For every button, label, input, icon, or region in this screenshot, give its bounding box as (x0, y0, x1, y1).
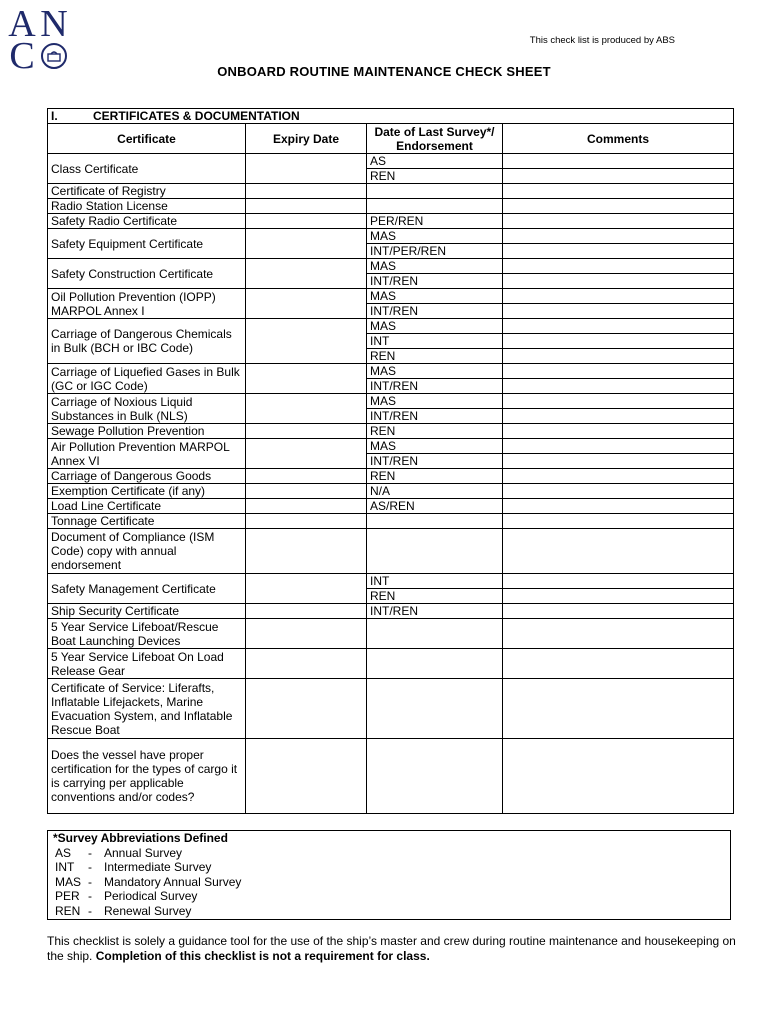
certificate-name: Safety Equipment Certificate (48, 229, 246, 259)
last-survey-cell[interactable] (367, 649, 503, 679)
certificate-name: Carriage of Liquefied Gases in Bulk (GC or IGC Code) (48, 364, 246, 394)
certificate-name: Carriage of Dangerous Goods (48, 469, 246, 484)
comments-cell[interactable] (503, 439, 734, 454)
table-row (48, 394, 734, 409)
expiry-date-cell[interactable] (246, 514, 367, 529)
last-survey-cell[interactable]: INT/PER/REN (367, 244, 503, 259)
last-survey-cell[interactable]: INT/REN (367, 274, 503, 289)
last-survey-cell[interactable]: PER/REN (367, 214, 503, 229)
col-last-survey (367, 124, 503, 154)
certificate-name: Oil Pollution Prevention (IOPP) MARPOL Annex I (48, 289, 246, 319)
last-survey-cell[interactable]: MAS (367, 259, 503, 274)
comments-cell[interactable] (503, 649, 734, 679)
abbreviation-item (53, 875, 725, 890)
abbreviation-code: INT (55, 860, 75, 875)
expiry-date-cell[interactable] (246, 484, 367, 499)
comments-cell[interactable] (503, 394, 734, 409)
col-last-survey-line1: Date of Last Survey*/ (374, 124, 495, 139)
comments-cell[interactable] (503, 619, 734, 649)
abbreviation-dash: - (88, 874, 92, 889)
last-survey-cell[interactable]: MAS (367, 394, 503, 409)
expiry-date-cell[interactable] (246, 259, 367, 289)
last-survey-cell[interactable]: INT/REN (367, 304, 503, 319)
expiry-date-cell[interactable] (246, 319, 367, 364)
comments-cell[interactable] (503, 499, 734, 514)
certificate-name: Load Line Certificate (48, 499, 246, 514)
comments-cell[interactable] (503, 589, 734, 604)
last-survey-cell[interactable]: MAS (367, 289, 503, 304)
table-row (48, 679, 734, 739)
comments-cell[interactable] (503, 304, 734, 319)
abbreviation-dash: - (88, 889, 92, 904)
table-row (48, 184, 734, 199)
abbreviation-code: MAS (55, 874, 82, 889)
comments-cell[interactable] (503, 514, 734, 529)
expiry-date-cell[interactable] (246, 604, 367, 619)
table-row (48, 604, 734, 619)
certificate-name: Certificate of Service: Liferafts, Inflatable Lifejackets, Marine Evacuation System, and Inflatable Rescue Boat (48, 679, 246, 739)
comments-cell[interactable] (503, 214, 734, 229)
certificate-name: Does the vessel have proper certification for the types of cargo it is carrying per applicable conventions and/or codes? (48, 739, 246, 814)
abbreviation-dash: - (88, 903, 92, 918)
expiry-date-cell[interactable] (246, 229, 367, 259)
comments-cell[interactable] (503, 739, 734, 814)
abbreviation-code: PER (55, 889, 80, 904)
expiry-date-cell[interactable] (246, 289, 367, 319)
table-row (48, 469, 734, 484)
table-row (48, 439, 734, 454)
table-row (48, 319, 734, 334)
certificate-name: Certificate of Registry (48, 184, 246, 199)
certificate-name: 5 Year Service Lifeboat On Load Release Gear (48, 649, 246, 679)
anco-logo (6, 3, 70, 77)
last-survey-cell[interactable]: INT/REN (367, 409, 503, 424)
comments-cell[interactable] (503, 199, 734, 214)
comments-cell[interactable] (503, 184, 734, 199)
produced-by-note: This check list is produced by ABS (529, 35, 675, 46)
expiry-date-cell[interactable] (246, 439, 367, 469)
certificate-name: 5 Year Service Lifeboat/Rescue Boat Launching Devices (48, 619, 246, 649)
page-title: ONBOARD ROUTINE MAINTENANCE CHECK SHEET (217, 64, 551, 79)
last-survey-cell[interactable]: REN (367, 589, 503, 604)
certificate-name: Exemption Certificate (if any) (48, 484, 246, 499)
abbreviation-item (53, 904, 725, 919)
last-survey-cell[interactable]: MAS (367, 229, 503, 244)
comments-cell[interactable] (503, 349, 734, 364)
table-row (48, 214, 734, 229)
abbreviation-meaning: Renewal Survey (104, 903, 192, 918)
logo-letter: C (9, 35, 35, 77)
last-survey-cell[interactable] (367, 514, 503, 529)
last-survey-cell[interactable]: AS (367, 154, 503, 169)
table-row (48, 229, 734, 244)
last-survey-cell[interactable] (367, 184, 503, 199)
last-survey-cell[interactable] (367, 679, 503, 739)
col-comments: Comments (503, 124, 734, 154)
last-survey-cell[interactable]: MAS (367, 319, 503, 334)
last-survey-cell[interactable]: MAS (367, 439, 503, 454)
table-row (48, 499, 734, 514)
last-survey-cell[interactable] (367, 529, 503, 574)
last-survey-cell[interactable]: N/A (367, 484, 503, 499)
disclaimer (47, 934, 737, 964)
comments-cell[interactable] (503, 424, 734, 439)
certificate-name: Tonnage Certificate (48, 514, 246, 529)
table-row (48, 199, 734, 214)
comments-cell[interactable] (503, 364, 734, 379)
abbreviations-box (47, 830, 731, 920)
comments-cell[interactable] (503, 319, 734, 334)
last-survey-cell[interactable]: INT/REN (367, 604, 503, 619)
table-row (48, 649, 734, 679)
comments-cell[interactable] (503, 229, 734, 244)
comments-cell[interactable] (503, 529, 734, 574)
table-row (48, 154, 734, 169)
last-survey-cell[interactable] (367, 199, 503, 214)
abbreviation-meaning: Mandatory Annual Survey (104, 874, 242, 889)
expiry-date-cell[interactable] (246, 469, 367, 484)
col-last-survey-line2: Endorsement (396, 138, 473, 153)
comments-cell[interactable] (503, 454, 734, 469)
certificate-name: Carriage of Dangerous Chemicals in Bulk (BCH or IBC Code) (48, 319, 246, 364)
expiry-date-cell[interactable] (246, 649, 367, 679)
abbreviation-item (53, 889, 725, 904)
comments-cell[interactable] (503, 679, 734, 739)
certificate-name: Document of Compliance (ISM Code) copy with annual endorsement (48, 529, 246, 574)
last-survey-cell[interactable]: INT/REN (367, 379, 503, 394)
expiry-date-cell[interactable] (246, 529, 367, 574)
col-certificate: Certificate (48, 124, 246, 154)
column-header-row (48, 124, 734, 154)
abbreviation-code: AS (55, 845, 72, 860)
comments-cell[interactable] (503, 574, 734, 589)
last-survey-cell[interactable]: REN (367, 349, 503, 364)
table-row (48, 739, 734, 814)
table-row (48, 484, 734, 499)
abbreviation-meaning: Annual Survey (104, 845, 183, 860)
last-survey-cell[interactable]: REN (367, 424, 503, 439)
certificate-name: Carriage of Noxious Liquid Substances in Bulk (NLS) (48, 394, 246, 424)
section-title: CERTIFICATES & DOCUMENTATION (93, 109, 300, 123)
comments-cell[interactable] (503, 469, 734, 484)
expiry-date-cell[interactable] (246, 184, 367, 199)
last-survey-cell[interactable]: REN (367, 469, 503, 484)
table-row (48, 289, 734, 304)
last-survey-cell[interactable] (367, 739, 503, 814)
table-row (48, 574, 734, 589)
expiry-date-cell[interactable] (246, 619, 367, 649)
last-survey-cell[interactable]: MAS (367, 364, 503, 379)
last-survey-cell[interactable]: AS/REN (367, 499, 503, 514)
expiry-date-cell[interactable] (246, 574, 367, 604)
comments-cell[interactable] (503, 154, 734, 169)
comments-cell[interactable] (503, 379, 734, 394)
table-row (48, 364, 734, 379)
logo-letter: A (8, 3, 36, 45)
expiry-date-cell[interactable] (246, 499, 367, 514)
last-survey-cell[interactable]: REN (367, 169, 503, 184)
expiry-date-cell[interactable] (246, 394, 367, 424)
certificate-name: Class Certificate (48, 154, 246, 184)
comments-cell[interactable] (503, 289, 734, 304)
comments-cell[interactable] (503, 169, 734, 184)
col-expiry-date: Expiry Date (246, 124, 367, 154)
disclaimer-text: This checklist is solely a guidance tool for the use of the ship’s master and crew during routine maintenance and housekeeping on the ship. (47, 934, 736, 963)
abbreviation-meaning: Intermediate Survey (104, 860, 212, 875)
certificate-name: Safety Management Certificate (48, 574, 246, 604)
table-row (48, 619, 734, 649)
abbreviation-meaning: Periodical Survey (104, 889, 198, 904)
abbreviation-dash: - (88, 860, 92, 875)
last-survey-cell[interactable]: INT (367, 334, 503, 349)
table-row (48, 424, 734, 439)
expiry-date-cell[interactable] (246, 214, 367, 229)
comments-cell[interactable] (503, 409, 734, 424)
table-row (48, 529, 734, 574)
comments-cell[interactable] (503, 259, 734, 274)
table-row (48, 514, 734, 529)
abbreviation-item (53, 860, 725, 875)
expiry-date-cell[interactable] (246, 199, 367, 214)
comments-cell[interactable] (503, 334, 734, 349)
abbreviation-dash: - (88, 845, 92, 860)
section-number: I. (51, 109, 58, 123)
certificate-name: Sewage Pollution Prevention (48, 424, 246, 439)
expiry-date-cell[interactable] (246, 679, 367, 739)
expiry-date-cell[interactable] (246, 739, 367, 814)
disclaimer-bold: Completion of this checklist is not a requirement for class. (95, 949, 430, 963)
last-survey-cell[interactable] (367, 619, 503, 649)
certificate-name: Safety Construction Certificate (48, 259, 246, 289)
abbreviation-code: REN (55, 903, 81, 918)
abbreviations-title: *Survey Abbreviations Defined (53, 831, 228, 845)
table-row (48, 259, 734, 274)
abbreviation-item (53, 846, 725, 861)
comments-cell[interactable] (503, 484, 734, 499)
expiry-date-cell[interactable] (246, 364, 367, 394)
certificate-name: Air Pollution Prevention MARPOL Annex VI (48, 439, 246, 469)
logo-letter: N (40, 3, 68, 45)
certificate-name: Radio Station License (48, 199, 246, 214)
certificate-name: Safety Radio Certificate (48, 214, 246, 229)
section-header (48, 109, 734, 124)
comments-cell[interactable] (503, 274, 734, 289)
expiry-date-cell[interactable] (246, 424, 367, 439)
comments-cell[interactable] (503, 244, 734, 259)
last-survey-cell[interactable]: INT/REN (367, 454, 503, 469)
last-survey-cell[interactable]: INT (367, 574, 503, 589)
certificates-table (47, 108, 734, 814)
expiry-date-cell[interactable] (246, 154, 367, 184)
certificate-name: Ship Security Certificate (48, 604, 246, 619)
comments-cell[interactable] (503, 604, 734, 619)
